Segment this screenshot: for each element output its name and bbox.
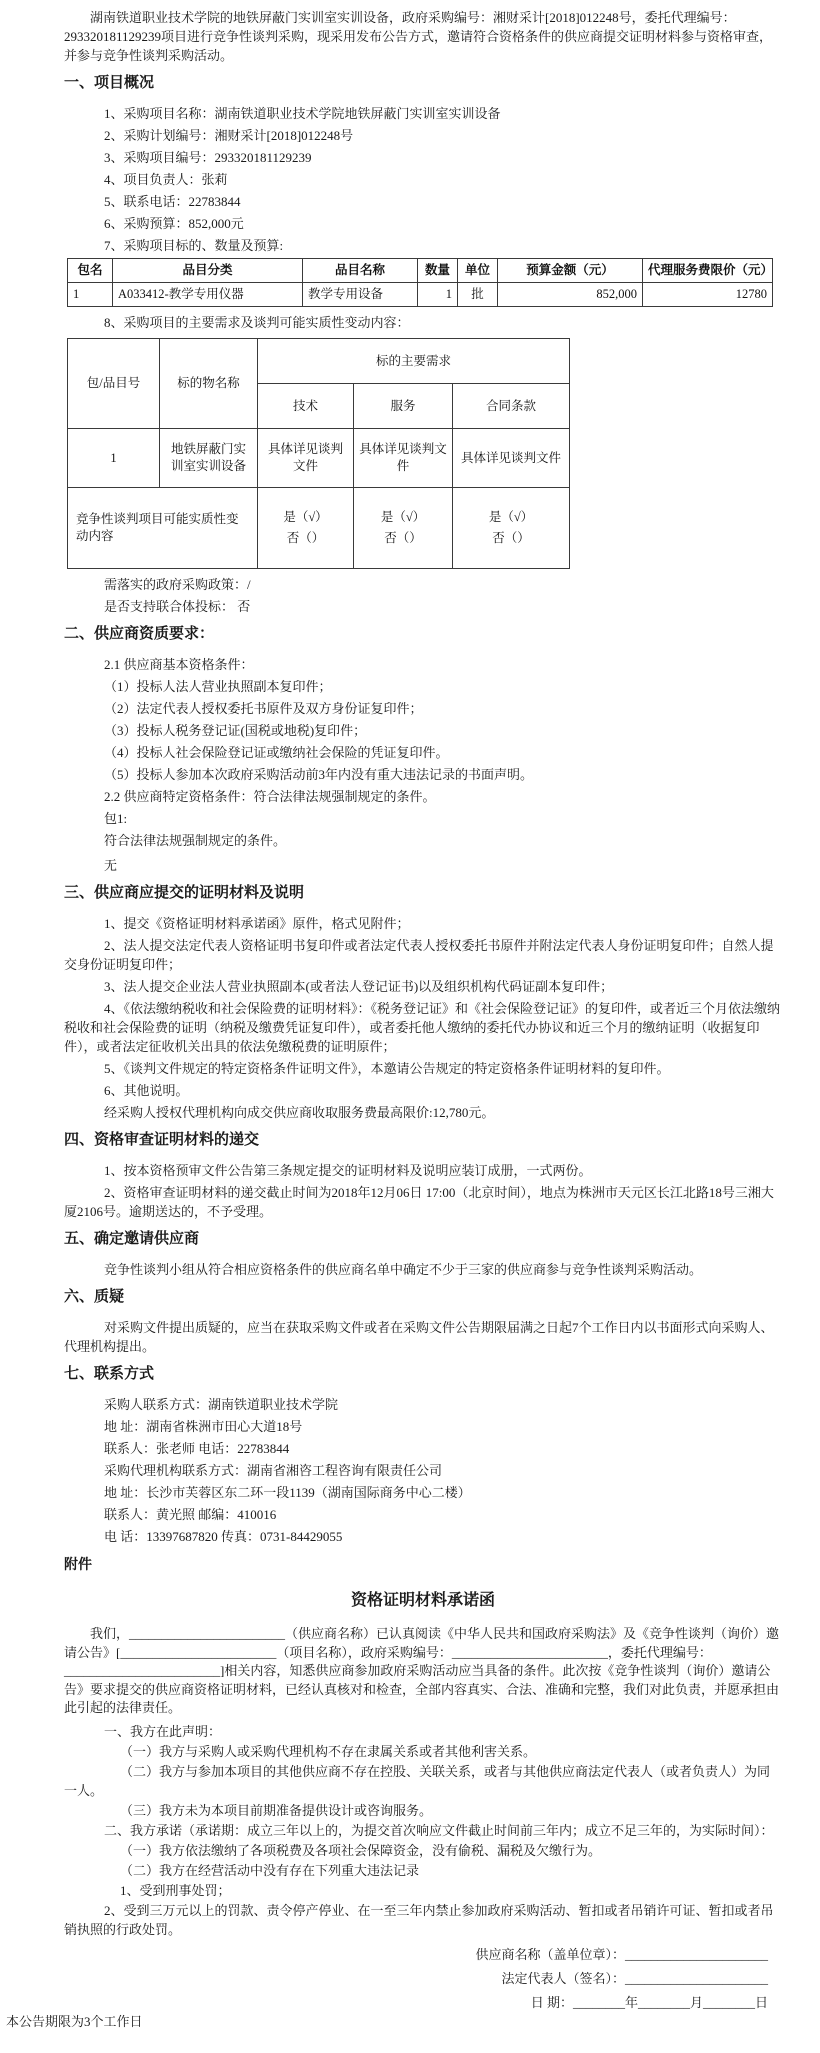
table-cell: 教学专用设备 — [303, 283, 418, 307]
joint-bid-line: 是否支持联合体投标： 否 — [104, 599, 251, 614]
declaration-line: （三）我方未为本项目前期准备提供设计或咨询服务。 — [120, 1802, 433, 1818]
table-header-cell: 品目名称 — [303, 259, 418, 283]
yes-option: 是（√） — [380, 510, 426, 524]
budget-table — [67, 258, 773, 307]
yes-no-cell — [258, 488, 354, 569]
list-item: 3、法人提交企业法人营业执照副本(或者法人登记证书)以及组织机构代码证副本复印件； — [104, 979, 614, 994]
table-cell: 批 — [458, 283, 498, 307]
requirements-header-row — [68, 339, 570, 384]
table-cell: A033412-教学专用仪器 — [113, 283, 303, 307]
attachment-label: 附件 — [64, 1558, 92, 1573]
list-item: 2.2 供应商特定资格条件：符合法律法规强制规定的条件。 — [104, 789, 436, 804]
table-cell: 具体详见谈判文件 — [354, 429, 453, 488]
intro-paragraph: 湖南铁道职业技术学院的地铁屏蔽门实训室实训设备，政府采购编号：湘财采计[2018]012248号，委托代理编号：293320181129239项目进行竞争性谈判采购，现采用发布公告方式，邀请符合资格条件的供应商提交证明材料参与资格审查，并参与竞争性谈判采购活动。 — [64, 10, 773, 63]
section-7-title: 七、联系方式 — [64, 1366, 155, 1382]
list-item: 无 — [104, 858, 118, 873]
table-header-cell: 技术 — [258, 384, 354, 429]
list-item: 符合法律法规强制规定的条件。 — [104, 833, 287, 848]
agency-phone-line: 电 话：13397687820 传真：0731-84429055 — [104, 1529, 343, 1544]
no-option: 否（） — [384, 531, 422, 545]
no-option: 否（） — [286, 531, 325, 545]
list-item: （3）投标人税务登记证(国税或地税)复印件； — [104, 723, 367, 738]
table-cell: 竞争性谈判项目可能实质性变动内容 — [68, 488, 258, 569]
purchaser-address-line: 地 址：湖南省株洲市田心大道18号 — [104, 1419, 303, 1434]
date-signature-line: 日 期：________年________月________日 — [530, 1994, 768, 2010]
list-item: （5）投标人参加本次政府采购活动前3年内没有重大违法记录的书面声明。 — [104, 767, 534, 782]
subject-quantity-line: 7、采购项目标的、数量及预算: — [104, 238, 284, 253]
table-header-cell: 代理服务费限价（元） — [643, 259, 773, 283]
substantive-change-row — [68, 488, 570, 569]
agency-person-line: 联系人：黄光照 邮编：410016 — [104, 1507, 277, 1522]
table-header-cell: 包/品目号 — [68, 339, 160, 429]
section-6-body: 对采购文件提出质疑的，应当在获取采购文件或者在采购文件公告期限届满之日起7个工作日内以书面形式向采购人、代理机构提出。 — [64, 1320, 774, 1354]
table-header-cell: 标的主要需求 — [258, 339, 570, 384]
declaration-line: 2、受到三万元以上的罚款、责令停产停业、在一至三年内禁止参加政府采购活动、暂扣或者吊销许可证、暂扣或者吊销执照的行政处罚。 — [64, 1902, 774, 1937]
yes-option: 是（√） — [488, 510, 534, 524]
section-1-title: 一、项目概况 — [64, 75, 155, 91]
agency-address-line: 地 址：长沙市芙蓉区东二环一段1139（湖南国际商务中心二楼） — [104, 1485, 471, 1500]
table-header-cell: 服务 — [354, 384, 453, 429]
legal-rep-signature-line: 法定代表人（签名）：______________________ — [501, 1970, 768, 1986]
list-item: 1、按本资格预审文件公告第三条规定提交的证明材料及说明应装订成册，一式两份。 — [104, 1163, 592, 1178]
yes-option: 是（√） — [283, 510, 328, 524]
requirements-table — [67, 338, 570, 569]
declaration-line: （二）我方在经营活动中没有存在下列重大违法记录 — [120, 1862, 420, 1878]
no-option: 否（） — [492, 531, 530, 545]
table-header-cell: 合同条款 — [453, 384, 570, 429]
list-item: （2）法定代表人授权委托书原件及双方身份证复印件； — [104, 701, 423, 716]
yes-no-cell — [354, 488, 453, 569]
purchaser-person-line: 联系人：张老师 电话：22783844 — [104, 1441, 290, 1456]
section-5-body: 竞争性谈判小组从符合相应资格条件的供应商名单中确定不少于三家的供应商参与竞争性谈判采购活动。 — [104, 1262, 703, 1277]
list-item: 5、《谈判文件规定的特定资格条件证明文件》，本邀请公告规定的特定资格条件证明材料的复印件。 — [104, 1061, 670, 1076]
section-6-title: 六、质疑 — [64, 1289, 125, 1305]
declaration-line: （一）我方与采购人或采购代理机构不存在隶属关系或者其他利害关系。 — [120, 1743, 537, 1759]
list-item: 2、法人提交法定代表人资格证明书复印件或者法定代表人授权委托书原件并附法定代表人身份证明复印件；自然人提交身份证明复印件； — [64, 938, 774, 972]
table-header-cell: 品目分类 — [113, 259, 303, 283]
table-cell: 1 — [68, 283, 113, 307]
table-cell: 12780 — [643, 283, 773, 307]
attachment-title: 资格证明材料承诺函 — [350, 1592, 495, 1609]
budget-line: 6、采购预算：852,000元 — [104, 216, 244, 231]
table-cell: 1 — [68, 429, 160, 488]
supplier-signature-line: 供应商名称（盖单位章）：______________________ — [475, 1946, 768, 1962]
table-cell: 地铁屏蔽门实训室实训设备 — [160, 429, 258, 488]
table-header-cell: 包名 — [68, 259, 113, 283]
list-item: 6、其他说明。 — [104, 1083, 189, 1098]
list-item: 2.1 供应商基本资格条件： — [104, 657, 254, 672]
deadline-line: 2、资格审查证明材料的递交截止时间为2018年12月06日 17:00（北京时间），地点为株洲市天元区长江北路18号三湘大厦2106号。逾期送达的，不予受理。 — [64, 1185, 774, 1219]
agency-fee-line: 经采购人授权代理机构向成交供应商收取服务费最高限价:12,780元。 — [104, 1105, 495, 1120]
requirements-data-row — [68, 429, 570, 488]
table-cell: 852,000 — [498, 283, 643, 307]
document-body — [64, 8, 782, 2015]
table-cell: 1 — [418, 283, 458, 307]
section-3-title: 三、供应商应提交的证明材料及说明 — [64, 885, 305, 901]
agency-contact-line: 采购代理机构联系方式：湖南省湘咨工程咨询有限责任公司 — [104, 1463, 443, 1478]
project-number-line: 3、采购项目编号：293320181129239 — [104, 150, 312, 165]
list-item: 包1: — [104, 811, 128, 826]
purchaser-contact-line: 采购人联系方式：湖南铁道职业技术学院 — [104, 1397, 339, 1412]
announcement-period-note: 本公告期限为3个工作日 — [6, 2014, 143, 2029]
requirements-line: 8、采购项目的主要需求及谈判可能实质性变动内容： — [104, 315, 410, 330]
section-2-title: 二、供应商资质要求： — [64, 626, 215, 642]
yes-no-cell — [453, 488, 570, 569]
table-header-cell: 数量 — [418, 259, 458, 283]
project-name-line: 1、采购项目名称：湖南铁道职业技术学院地铁屏蔽门实训室实训设备 — [104, 106, 501, 121]
budget-table-header-row — [68, 259, 773, 283]
declaration-line: 1、受到刑事处罚； — [120, 1882, 231, 1898]
list-item: 4、《依法缴纳税收和社会保险费的证明材料》：《税务登记证》和《社会保险登记证》的复印件，或者近三个月依法缴纳税收和社会保险费的证明（纳税及缴费凭证复印件），或者委托他人缴纳的委托代办协议和近三个月的缴纳证明（收据复印件），或者法定征收机关出具的依法免缴税费的证明原件； — [64, 1001, 781, 1054]
phone-line: 5、联系电话：22783844 — [104, 194, 241, 209]
section-4-title: 四、资格审查证明材料的递交 — [64, 1132, 260, 1148]
table-header-cell: 单位 — [458, 259, 498, 283]
declaration-line: 一、我方在此声明： — [104, 1723, 222, 1739]
table-header-cell: 标的物名称 — [160, 339, 258, 429]
policy-line: 需落实的政府采购政策：/ — [104, 577, 251, 592]
declaration-line: （二）我方与参加本项目的其他供应商不存在控股、关联关系，或者与其他供应商法定代表人（或者负责人）为同一人。 — [64, 1763, 771, 1798]
budget-table-data-row — [68, 283, 773, 307]
signature-block — [64, 1943, 782, 2015]
table-cell: 具体详见谈判文件 — [453, 429, 570, 488]
list-item: 1、提交《资格证明材料承诺函》原件，格式见附件； — [104, 916, 410, 931]
table-cell: 具体详见谈判文件 — [258, 429, 354, 488]
declaration-line: （一）我方依法缴纳了各项税费及各项社会保障资金，没有偷税、漏税及欠缴行为。 — [120, 1842, 602, 1858]
project-leader-line: 4、项目负责人：张莉 — [104, 172, 228, 187]
section-5-title: 五、确定邀请供应商 — [64, 1231, 200, 1247]
list-item: （4）投标人社会保险登记证或缴纳社会保险的凭证复印件。 — [104, 745, 449, 760]
list-item: （1）投标人法人营业执照副本复印件； — [104, 679, 332, 694]
commitment-paragraph: 我们，________________________（供应商名称）已认真阅读《中华人民共和国政府采购法》及《竞争性谈判（询价）邀请公告》[________________________（项目名称），政府采购编号：________________________，委托代理编号：________________________]相关内容，知悉供应商参加政府采购活动应当具备的条件。此次按《竞争性谈判（询价）邀请公告》要求提交的供应商资格证明材料，已经认真核对和检查，全部内容真实、合法、准确和完整，我们对此负责，并愿承担由此引起的法律责任。 — [64, 1626, 780, 1715]
declaration-line: 二、我方承诺（承诺期：成立三年以上的，为提交首次响应文件截止时间前三年内；成立不足三年的，为实际时间）： — [104, 1822, 774, 1838]
table-header-cell: 预算金额（元） — [498, 259, 643, 283]
plan-number-line: 2、采购计划编号：湘财采计[2018]012248号 — [104, 128, 354, 143]
